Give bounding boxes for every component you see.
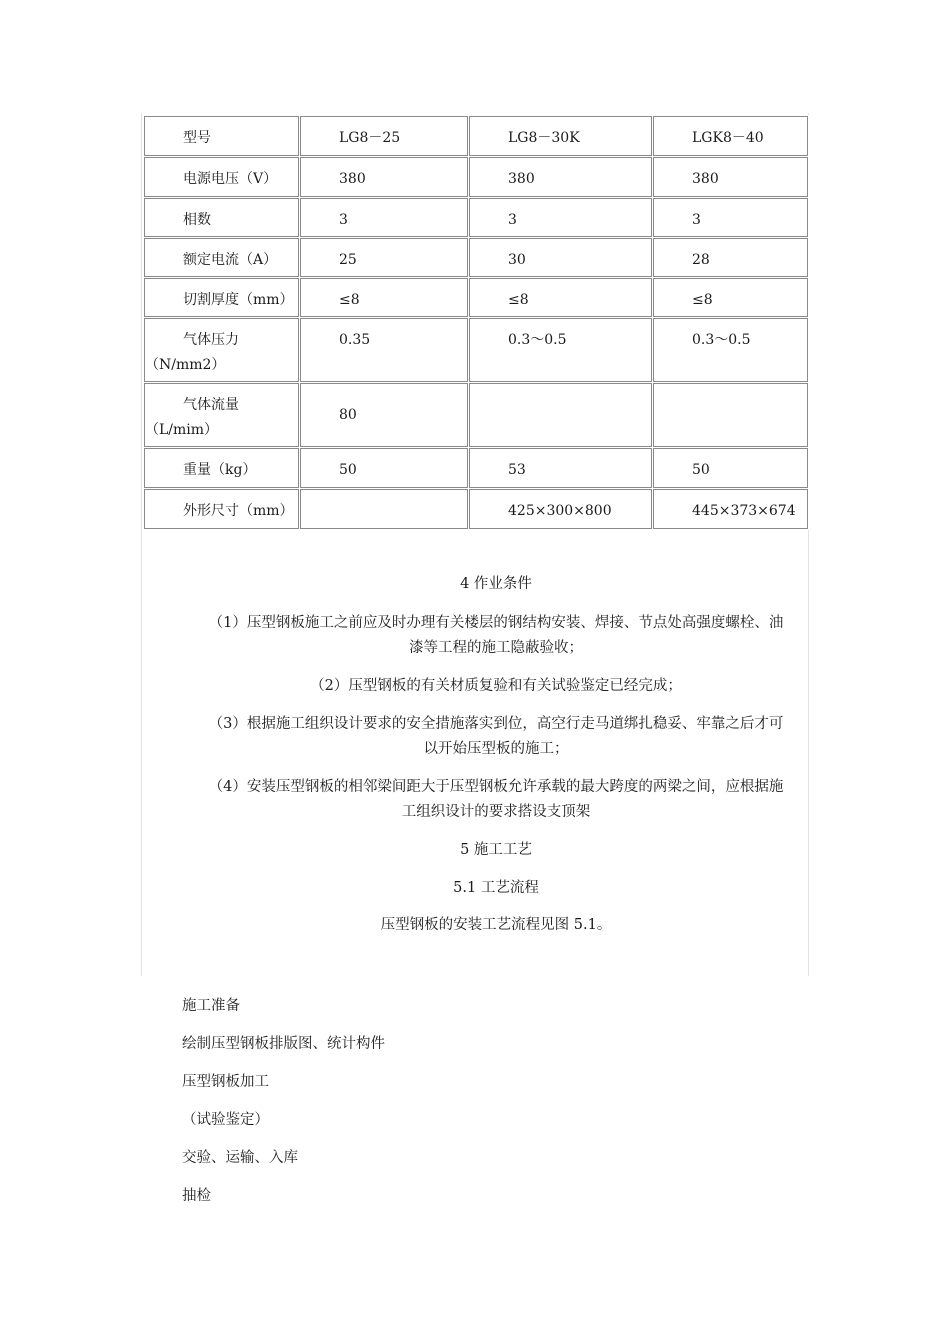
condition-item-4-line1: （4）安装压型钢板的相邻梁间距大于压型钢板允许承载的最大跨度的两梁之间，应根据施 — [208, 779, 784, 795]
table-row — [144, 238, 808, 277]
table-cell: 28 — [653, 238, 808, 277]
row-label-text: 气体压力 — [183, 332, 239, 348]
section-5-1-heading: 5.1 工艺流程 — [453, 880, 539, 896]
section-4-heading: 4 作业条件 — [460, 576, 532, 592]
condition-item-3 — [185, 712, 807, 762]
row-label-text: 额定电流（A） — [183, 252, 278, 268]
row-label — [144, 489, 299, 529]
row-label-unit: （N/mm2） — [145, 357, 226, 373]
table-cell: 30 — [469, 238, 652, 277]
table-row — [144, 278, 808, 317]
row-label — [144, 157, 299, 197]
row-label — [144, 198, 299, 237]
row-label — [144, 448, 299, 488]
table-cell: ≤8 — [469, 278, 652, 317]
table-cell: 50 — [653, 448, 808, 488]
table-cell: 425×300×800 — [469, 489, 652, 529]
table-cell: 80 — [300, 383, 468, 447]
condition-item-3-line2: 以开始压型板的施工； — [423, 741, 569, 757]
flow-step: 绘制压型钢板排版图、统计构件 — [182, 1036, 385, 1052]
table-cell: 53 — [469, 448, 652, 488]
table-cell: 3 — [653, 198, 808, 237]
header-cell: LGK8－40 — [653, 116, 808, 156]
table-header-row — [144, 116, 808, 156]
table-cell: 380 — [469, 157, 652, 197]
table-cell: 50 — [300, 448, 468, 488]
table-cell: 0.35 — [300, 318, 468, 382]
table-cell: 3 — [300, 198, 468, 237]
row-label — [144, 238, 299, 277]
table-cell: ≤8 — [300, 278, 468, 317]
condition-item-1-line1: （1）压型钢板施工之前应及时办理有关楼层的钢结构安装、焊接、节点处高强度螺栓、油 — [208, 615, 784, 631]
spec-table — [143, 115, 809, 530]
row-label-text: 重量（kg） — [183, 462, 257, 478]
row-label — [144, 383, 299, 447]
condition-item-1 — [185, 611, 807, 661]
condition-item-4 — [185, 775, 807, 825]
row-label-text: 外形尺寸（mm） — [183, 503, 294, 519]
flow-step: 抽检 — [182, 1188, 211, 1204]
table-cell: 3 — [469, 198, 652, 237]
table-cell: 445×373×674 — [653, 489, 808, 529]
condition-item-4-line2: 工组织设计的要求搭设支顶架 — [401, 804, 591, 820]
flow-step: 压型钢板加工 — [182, 1074, 269, 1090]
row-label-text: 相数 — [183, 212, 211, 228]
table-cell: 0.3～0.5 — [653, 318, 808, 382]
condition-item-2: （2）压型钢板的有关材质复验和有关试验鉴定已经完成； — [310, 678, 682, 694]
table-row — [144, 448, 808, 488]
header-cell: LG8－25 — [300, 116, 468, 156]
table-row — [144, 318, 808, 382]
table-row — [144, 489, 808, 529]
row-label-unit: （L/mim） — [145, 422, 219, 438]
table-cell: 380 — [653, 157, 808, 197]
section-5-1-text: 压型钢板的安装工艺流程见图 5.1。 — [380, 917, 612, 933]
flow-step: 交验、运输、入库 — [182, 1150, 298, 1166]
row-label-text: 电源电压（V） — [183, 171, 278, 187]
row-label-text: 气体流量 — [183, 397, 239, 413]
row-label — [144, 278, 299, 317]
condition-item-1-line2: 漆等工程的施工隐蔽验收； — [409, 640, 583, 656]
table-cell — [300, 489, 468, 529]
table-row — [144, 157, 808, 197]
table-cell: 0.3～0.5 — [469, 318, 652, 382]
table-cell — [469, 383, 652, 447]
table-cell: 25 — [300, 238, 468, 277]
section-5-heading: 5 施工工艺 — [460, 842, 532, 858]
row-label-text: 切割厚度（mm） — [183, 292, 294, 308]
flow-step: 施工准备 — [182, 998, 240, 1014]
row-label — [144, 318, 299, 382]
header-cell: LG8－30K — [469, 116, 652, 156]
table-cell — [653, 383, 808, 447]
table-cell: 380 — [300, 157, 468, 197]
table-row — [144, 383, 808, 447]
header-cell: 型号 — [144, 116, 299, 156]
condition-item-3-line1: （3）根据施工组织设计要求的安全措施落实到位，高空行走马道绑扎稳妥、牢靠之后才可 — [208, 716, 784, 732]
flow-step: （试验鉴定） — [182, 1112, 269, 1128]
table-row — [144, 198, 808, 237]
table-cell: ≤8 — [653, 278, 808, 317]
